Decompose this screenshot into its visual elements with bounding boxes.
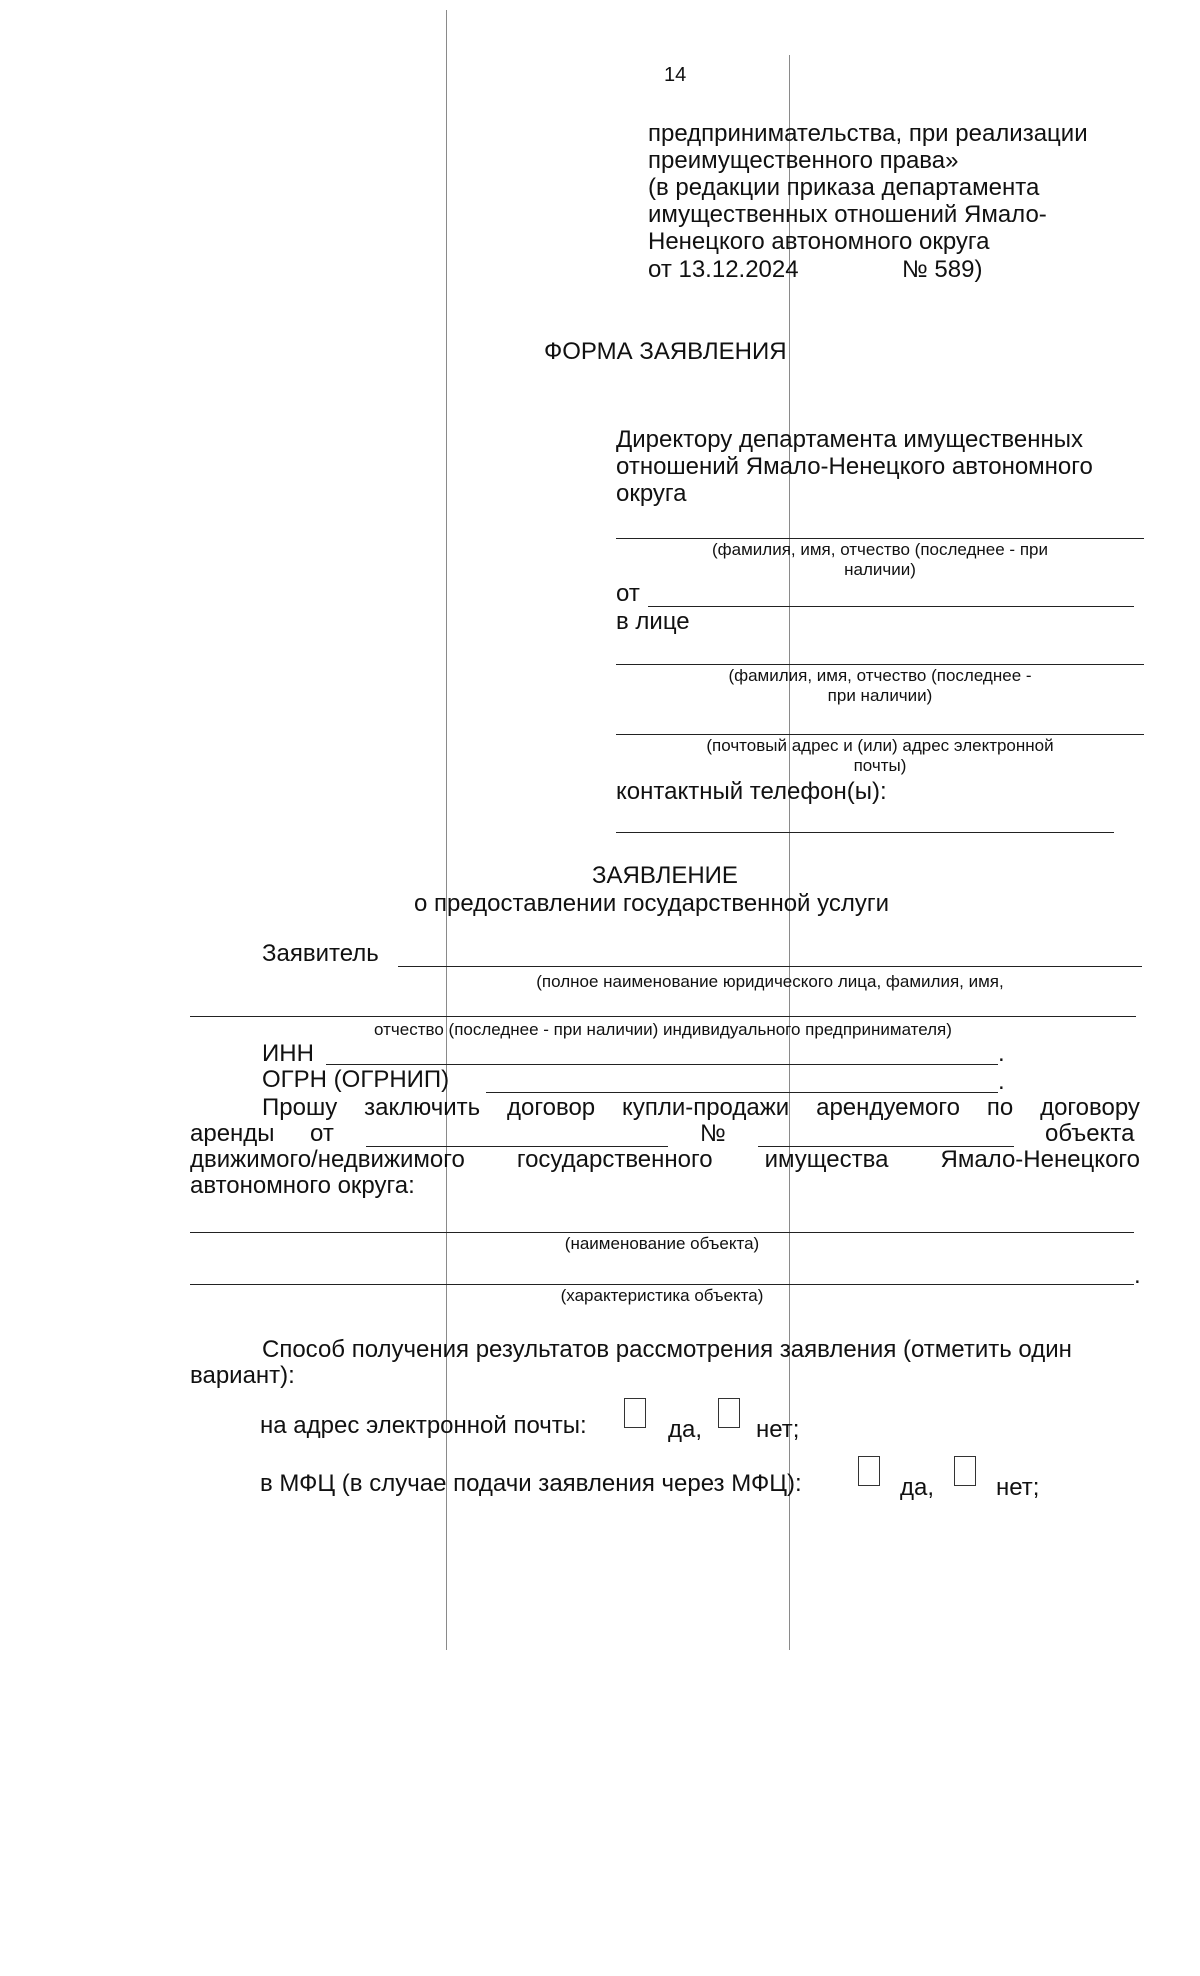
representative-fio-field[interactable] — [616, 664, 1144, 665]
hint-address-line-2: почты) — [853, 756, 907, 775]
request-line-3 — [190, 1146, 1140, 1174]
request-word: Прошу — [262, 1094, 338, 1121]
object-period: . — [1134, 1262, 1141, 1289]
addressee-line-3: округа — [616, 480, 687, 507]
request-word: имущества — [764, 1146, 889, 1173]
mfc-no-checkbox[interactable] — [954, 1456, 976, 1486]
email-no-checkbox[interactable] — [718, 1398, 740, 1428]
method-line-1: Способ получения результатов рассмотрения заявления (отметить один — [262, 1336, 1072, 1363]
hint-fio-line-1: (фамилия, имя, отчество (последнее - при — [712, 540, 1048, 559]
hint-fio2-line-2: при наличии) — [827, 686, 933, 705]
email-yes-label: да, — [668, 1416, 703, 1443]
inn-period: . — [998, 1040, 1005, 1067]
applicant-field[interactable] — [398, 966, 1142, 967]
header-line-4: имущественных отношений Ямало- — [648, 201, 1047, 228]
phone-field[interactable] — [616, 832, 1114, 833]
statement-title: ЗАЯВЛЕНИЕ — [592, 862, 738, 889]
form-title: ФОРМА ЗАЯВЛЕНИЯ — [544, 338, 787, 365]
email-yes-checkbox[interactable] — [624, 1398, 646, 1428]
applicant-field-cont[interactable] — [190, 1016, 1136, 1017]
hint-applicant-line-2: отчество (последнее - при наличии) индивидуального предпринимателя) — [374, 1020, 952, 1039]
address-field[interactable] — [616, 734, 1144, 735]
request-word: договор — [507, 1094, 596, 1121]
header-line-3: (в редакции приказа департамента — [648, 174, 1040, 201]
addressee-fio-field[interactable] — [616, 538, 1144, 539]
mfc-yes-checkbox[interactable] — [858, 1456, 880, 1486]
hint-applicant-line-1: (полное наименование юридического лица, фамилия, имя, — [536, 972, 1004, 991]
inn-label: ИНН — [262, 1040, 314, 1067]
hint-address-line-1: (почтовый адрес и (или) адрес электронной — [706, 736, 1054, 755]
scan-fold-line-right — [789, 55, 790, 1650]
statement-subtitle: о предоставлении государственной услуги — [414, 890, 890, 917]
inn-field[interactable] — [326, 1064, 998, 1065]
ogrn-label: ОГРН (ОГРНИП) — [262, 1066, 450, 1093]
request-word: Ямало-Ненецкого — [940, 1146, 1140, 1173]
ogrn-period: . — [998, 1068, 1005, 1095]
mfc-no-label: нет; — [996, 1474, 1040, 1501]
from-label: от — [616, 580, 640, 607]
scan-fold-line-left — [446, 10, 447, 1650]
object-characteristic-field[interactable] — [190, 1284, 1134, 1285]
hint-fio-line-2: наличии) — [844, 560, 916, 579]
header-number: № 589) — [902, 256, 983, 283]
request-word: договору — [1040, 1094, 1140, 1121]
hint-object-name: (наименование объекта) — [564, 1234, 760, 1253]
request-word: по — [986, 1094, 1014, 1121]
hint-fio2-line-1: (фамилия, имя, отчество (последнее - — [728, 666, 1032, 685]
request-word: купли-продажи — [622, 1094, 790, 1121]
object-word: объекта — [1045, 1120, 1135, 1147]
lease-word: аренды — [190, 1120, 275, 1147]
hint-object-characteristic: (характеристика объекта) — [560, 1286, 764, 1305]
from-word: от — [310, 1120, 334, 1147]
header-line-5: Ненецкого автономного округа — [648, 228, 990, 255]
request-line-4: автономного округа: — [190, 1172, 415, 1199]
email-option-label: на адрес электронной почты: — [260, 1412, 587, 1439]
method-line-2: вариант): — [190, 1362, 295, 1389]
request-word: арендуемого — [816, 1094, 960, 1121]
request-word: заключить — [364, 1094, 481, 1121]
request-word: движимого/недвижимого — [190, 1146, 465, 1173]
in-person-label: в лице — [616, 608, 690, 635]
addressee-line-2: отношений Ямало-Ненецкого автономного — [616, 453, 1093, 480]
addressee-line-1: Директору департамента имущественных — [616, 426, 1083, 453]
number-sign: № — [700, 1120, 726, 1147]
phone-label: контактный телефон(ы): — [616, 778, 887, 805]
header-date: от 13.12.2024 — [648, 256, 799, 283]
header-line-2: преимущественного права» — [648, 147, 959, 174]
mfc-option-label: в МФЦ (в случае подачи заявления через МФЦ): — [260, 1470, 802, 1497]
object-name-field[interactable] — [190, 1232, 1134, 1233]
email-no-label: нет; — [756, 1416, 800, 1443]
header-line-1: предпринимательства, при реализации — [648, 120, 1088, 147]
from-field[interactable] — [648, 606, 1134, 607]
page-number: 14 — [664, 64, 687, 86]
mfc-yes-label: да, — [900, 1474, 935, 1501]
ogrn-field[interactable] — [486, 1092, 998, 1093]
request-word: государственного — [516, 1146, 713, 1173]
applicant-label: Заявитель — [262, 940, 379, 967]
request-line-1 — [262, 1094, 1140, 1122]
